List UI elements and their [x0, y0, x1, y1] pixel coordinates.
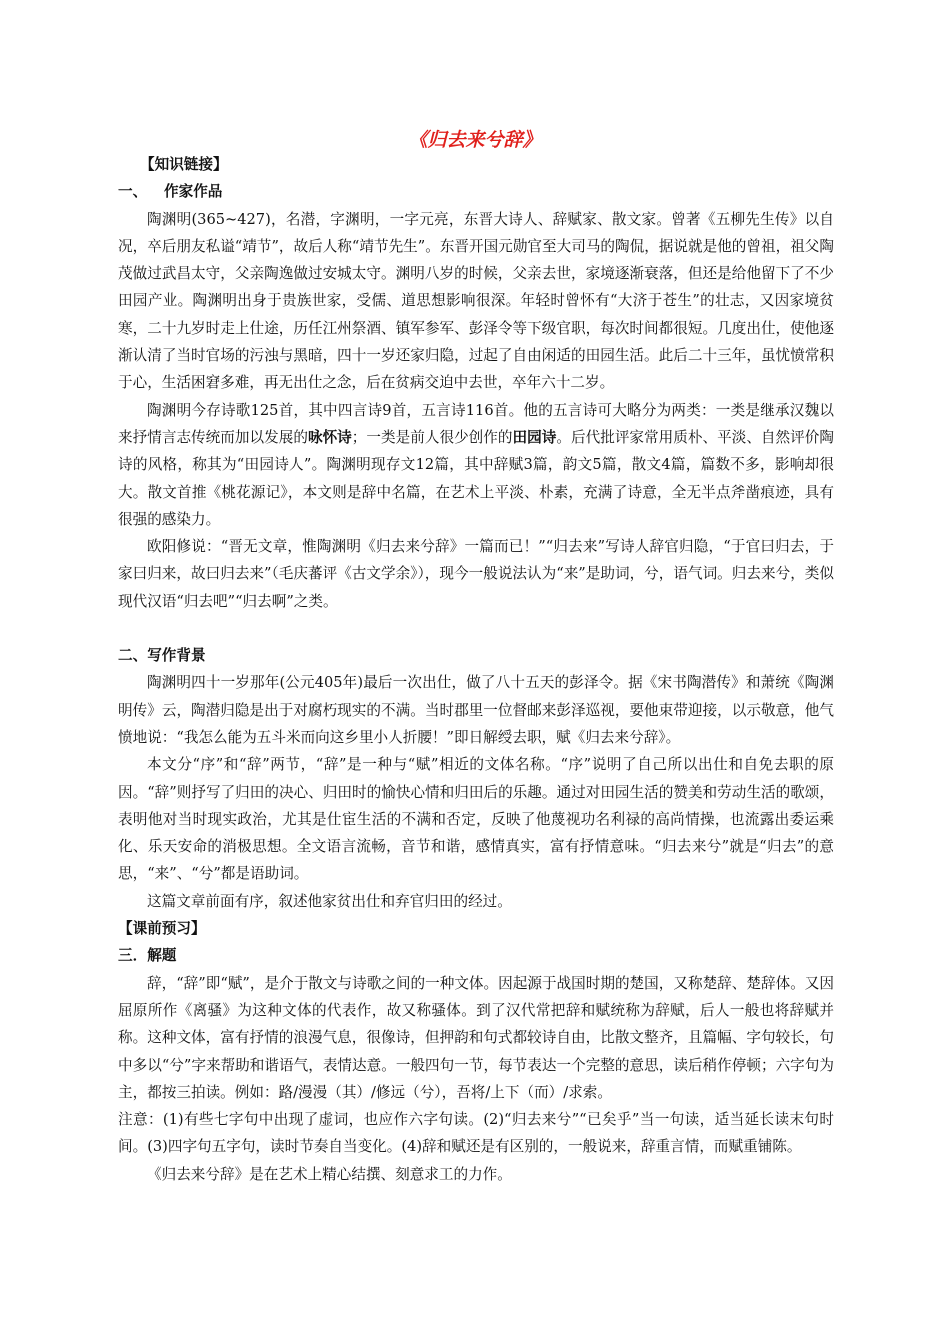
section1-p2-text-a: 陶渊明今存诗歌125首，其中四言诗9首，五言诗116首。他的五言诗可大略分为两类：一类是继承汉魏以来抒情言志传统而加以发展的 [118, 401, 834, 446]
term-yonghuai-poetry: 咏怀诗 [307, 428, 352, 446]
section3-heading: 三．解题 [118, 947, 177, 965]
section1-paragraph-2 [118, 397, 834, 533]
section1-paragraph-3: 欧阳修说：“晋无文章，惟陶渊明《归去来兮辞》一篇而已！”“归去来”写诗人辞官归隐，“于官曰归去，于家曰归来，故曰归去来”（毛庆蕃评《古文学余》），现今一般说法认为“来”是助词，兮，语气词。归去来兮，类似现代汉语“归去吧”“归去啊”之类。 [118, 538, 834, 610]
section1-number: 一、 [118, 183, 148, 201]
term-tianyuan-poetry: 田园诗 [512, 428, 557, 446]
section3-paragraph-1: 辞，“辞”即“赋”，是介于散文与诗歌之间的一种文体。因起源于战国时期的楚国，又称楚辞、楚辞体。又因屈原所作《离骚》为这种文体的代表作，故又称骚体。到了汉代常把辞和赋统称为辞赋，后人一般也将辞赋并称。这种文体，富有抒情的浪漫气息，很像诗，但押韵和句式都较诗自由，比散文整齐，且篇幅、字句较长，句中多以“兮”字来帮助和谐语气，表情达意。一般四句一节，每节表达一个完整的意思，读后稍作停顿；六字句为主，都按三拍读。例如：路/漫漫（其）/修远（兮），吾将/上下（而）/求索。 [118, 974, 834, 1101]
section2-paragraph-2: 本文分“序”和“辞”两节，“辞”是一种与“赋”相近的文体名称。“序”说明了自己所以出仕和自免去职的原因。“辞”则抒写了归田的决心、归田时的愉快心情和归田后的乐趣。通过对田园生活的赞美和劳动生活的歌颂，表明他对当时现实政治，尤其是仕宦生活的不满和否定，反映了他蔑视功名利禄的高尚情操，也流露出委运乘化、乐天安命的消极思想。全文语言流畅，音节和谐，感情真实，富有抒情意味。“归去来兮”就是“归去”的意思，“来”、“兮”都是语助词。 [118, 756, 834, 883]
document-body [118, 151, 834, 1188]
preview-heading: 【课前预习】 [118, 920, 206, 938]
section3-paragraph-2: 注意：(1)有些七字句中出现了虚词，也应作六字句读。(2)“归去来兮”“已矣乎”当一句读，适当延长读末句时间。(3)四字句五字句，读时节奏自当变化。(4)辞和赋还是有区别的，一般说来，辞重言情，而赋重铺陈。 [118, 1111, 834, 1156]
section2-paragraph-1: 陶渊明四十一岁那年(公元405年)最后一次出仕，做了八十五天的彭泽令。据《宋书陶潜传》和萧统《陶渊明传》云，陶潜归隐是出于对腐朽现实的不满。当时郡里一位督邮来彭泽巡视，要他束带迎接，以示敬意，他气愤地说：“我怎么能为五斗米而向这乡里小人折腰！”即日解绶去职，赋《归去来兮辞》。 [118, 674, 834, 746]
section1-p2-text-c: ；一类是前人很少创作的 [351, 428, 513, 446]
document-title: 《归去来兮辞》 [408, 129, 542, 151]
section3-paragraph-3: 《归去来兮辞》是在艺术上精心结撰、刻意求工的力作。 [147, 1165, 512, 1183]
section2-heading: 二、写作背景 [118, 647, 206, 665]
section2-paragraph-3: 这篇文章前面有序，叙述他家贫出仕和弃官归田的经过。 [147, 892, 512, 910]
section1-paragraph-1: 陶渊明(365~427)，名潜，字渊明，一字元亮，东晋大诗人、辞赋家、散文家。曾著《五柳先生传》以自况，卒后朋友私谥“靖节”，故后人称“靖节先生”。东晋开国元勋官至大司马的陶侃，据说就是他的曾祖，祖父陶茂做过武昌太守，父亲陶逸做过安城太守。渊明八岁的时候，父亲去世，家境逐渐衰落，但还是给他留下了不少田园产业。陶渊明出身于贵族世家，受儒、道思想影响很深。年轻时曾怀有“大济于苍生”的壮志，又因家境贫寒，二十九岁时走上仕途，历任江州祭酒、镇军参军、彭泽令等下级官职，每次时间都很短。几度出仕，使他逐渐认清了当时官场的污浊与黑暗，四十一岁还家归隐，过起了自由闲适的田园生活。此后二十三年，虽忧愤常积于心，生活困窘多难，再无出仕之念，后在贫病交迫中去世，卒年六十二岁。 [118, 210, 834, 392]
section1-heading [118, 178, 834, 205]
section1-title: 作家作品 [164, 183, 223, 201]
spacer [118, 615, 834, 642]
section1-p2-text-e: 。后代批评家常用质朴、平淡、自然评价陶诗的风格，称其为“田园诗人”。陶渊明现存文12篇，其中辞赋3篇，韵文5篇，散文4篇，篇数不多，影响却很大。散文首推《桃花源记》，本文则是辞中名篇，在艺术上平淡、朴素，充满了诗意，全无半点斧凿痕迹，具有很强的感染力。 [118, 428, 834, 528]
knowledge-link-heading: 【知识链接】 [140, 156, 228, 173]
